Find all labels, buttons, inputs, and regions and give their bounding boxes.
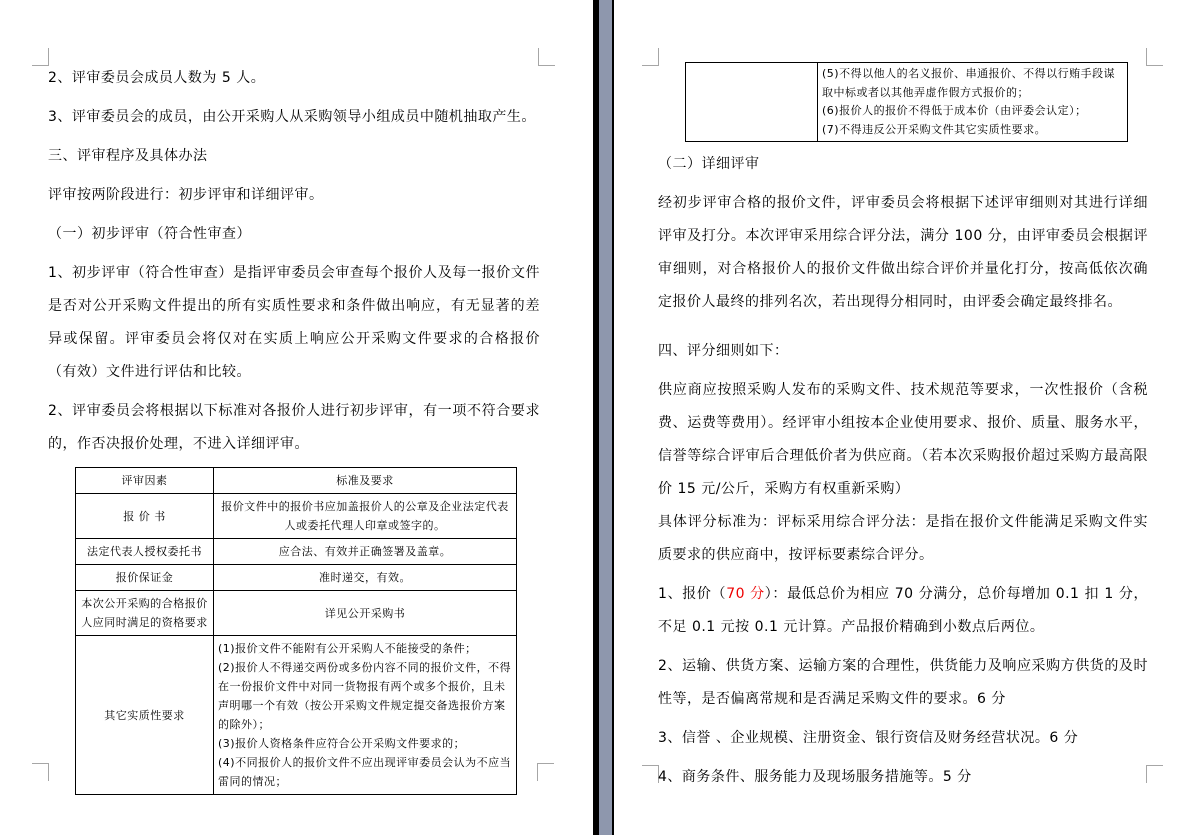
evaluation-criteria-table-continuation: [685, 62, 1128, 142]
table-header-row: [76, 468, 517, 494]
header-requirement: 标准及要求: [214, 468, 517, 494]
divider-gray-band: [599, 0, 612, 835]
price-score-prefix: 1、报价（: [658, 586, 727, 602]
para-preliminary-standard: 2、评审委员会将根据以下标准对各报价人进行初步评审，有一项不符合要求的，作否决报价处理，不进入详细评审。: [48, 403, 540, 452]
crop-mark-left-page-top-right: [538, 48, 555, 66]
requirement-item-6: (6)报价人的报价不得低于成本价（由评委会认定）；: [822, 104, 1087, 117]
para-transport-score: 2、运输、供货方案、运输方案的合理性，供货能力及响应采购方供货的及时性等，是否偏离常规和是否满足采购文件的要求。6 分: [658, 658, 1148, 707]
requirement-item-3: (3)报价人资格条件应符合公开采购文件要求的；: [218, 737, 466, 750]
table-row: [686, 63, 1128, 142]
cell-requirement-list: [818, 63, 1128, 142]
crop-mark-right-page-top-right: [1146, 48, 1163, 66]
cell-factor: 其它实质性要求: [76, 636, 214, 795]
requirement-item-2: (2)报价人不得递交两份或多份内容不同的报价文件，不得在一份报价文件中对同一货物报有两个或多个报价，且未声明哪一个有效（按公开采购文件规定提交备选报价方案的除外）；: [218, 661, 512, 731]
cell-requirement: 准时递交，有效。: [214, 565, 517, 591]
crop-mark-left-page-bottom-left: [32, 763, 49, 781]
requirement-item-4: (4)不同报价人的报价文件不应出现评审委员会认为不应当雷同的情况；: [218, 756, 512, 788]
cell-factor: 报 价 书: [76, 494, 214, 539]
requirement-item-1: (1)报价文件不能附有公开采购人不能接受的条件；: [218, 642, 477, 655]
crop-mark-right-page-bottom-left: [642, 765, 659, 783]
cell-factor: 本次公开采购的合格报价人应同时满足的资格要求: [76, 591, 214, 636]
para-supplier-quote: 供应商应按照采购人发布的采购文件、技术规范等要求，一次性报价（含税费、运费等费用）。经评审小组按本企业使用要求、报价、质量、服务水平，信誉等综合评审后合理低价者为供应商。（若本次采购报价超过采购方最高限价 15 元/公斤，采购方有权重新采购）: [658, 382, 1148, 497]
cell-requirement: 报价文件中的报价书应加盖报价人的公章及企业法定代表人或委托代理人印章或签字的。: [214, 494, 517, 539]
table-row: [76, 494, 517, 539]
table-row: [76, 591, 517, 636]
requirement-item-5: (5)不得以他人的名义报价、串通报价、不得以行贿手段谋取中标或者以其他弄虚作假方式报价的；: [822, 67, 1116, 99]
para-detailed-review: 经初步评审合格的报价文件，评审委员会将根据下述评审细则对其进行详细评审及打分。本次评审采用综合评分法，满分 100 分，由评审委员会根据评审细则，对合格报价人的报价文件做出综合评价并量化打分，按高低依次确定报价人最终的排列名次，若出现得分相同时，由评委会确定最终排名。: [658, 195, 1148, 310]
price-score-suffix: ）：最低总价为相应 70 分满分，总价每增加 0.1 扣 1 分，不足 0.1 元按 0.1 元计算。产品报价精确到小数点后两位。: [658, 586, 1148, 635]
page-divider: [593, 0, 614, 835]
para-reputation-score: 3、信誉 、企业规模、注册资金、银行资信及财务经营状况。6 分: [658, 730, 1079, 746]
heading-procedure: 三、评审程序及具体办法: [48, 148, 208, 164]
heading-preliminary: （一）初步评审（符合性审查）: [48, 226, 251, 242]
crop-mark-right-page-bottom-right: [1146, 765, 1163, 783]
cell-factor: 法定代表人授权委托书: [76, 539, 214, 565]
para-preliminary-def: 1、初步评审（符合性审查）是指评审委员会审查每个报价人及每一报价文件是否对公开采购文件提出的所有实质性要求和条件做出响应，有无显著的差异或保留。评审委员会将仅对在实质上响应公开采购文件要求的合格报价（有效）文件进行评估和比较。: [48, 265, 540, 380]
crop-mark-right-page-top-left: [642, 48, 659, 66]
requirement-item-7: (7)不得违反公开采购文件其它实质性要求。: [822, 122, 1047, 136]
header-factor: 评审因素: [76, 468, 214, 494]
para-two-stages: 评审按两阶段进行：初步评审和详细评审。: [48, 187, 324, 203]
document-page-left: [48, 62, 540, 795]
heading-detailed-review: （二）详细评审: [658, 156, 760, 172]
cell-requirement: 详见公开采购书: [214, 591, 517, 636]
heading-scoring-rules: 四、评分细则如下：: [658, 343, 789, 359]
table-row: [76, 565, 517, 591]
table-row: [76, 539, 517, 565]
crop-mark-left-page-top-left: [32, 48, 49, 66]
table-row: [76, 636, 517, 795]
cell-factor: 报价保证金: [76, 565, 214, 591]
divider-dark-line: [612, 0, 614, 835]
evaluation-criteria-table: [75, 467, 517, 795]
price-score-red-value: 70 分: [726, 586, 765, 602]
para-scoring-method: 具体评分标准为：评标采用综合评分法：是指在报价文件能满足采购文件实质要求的供应商中，按评标要素综合评分。: [658, 514, 1148, 563]
cell-factor-empty: [686, 63, 818, 142]
cell-requirement-list: [214, 636, 517, 795]
para-business-score: 4、商务条件、服务能力及现场服务措施等。5 分: [658, 769, 972, 785]
cell-requirement: 应合法、有效并正确签署及盖章。: [214, 539, 517, 565]
document-page-right: [658, 62, 1148, 800]
para-price-score: [658, 578, 1148, 644]
para-members-count: 2、评审委员会成员人数为 5 人。: [48, 70, 266, 86]
para-members-selection: 3、评审委员会的成员，由公开采购人从采购领导小组成员中随机抽取产生。: [48, 109, 536, 125]
